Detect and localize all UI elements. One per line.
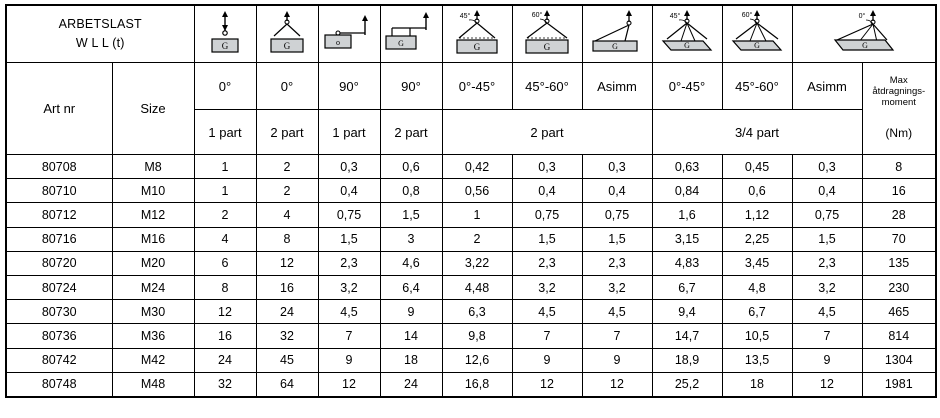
header-angle-3: 90°: [318, 63, 380, 110]
table-row: [6, 324, 936, 348]
cell-value: 1,5: [380, 203, 442, 227]
cell-value: 13,5: [722, 348, 792, 372]
svg-text:45°: 45°: [459, 13, 471, 20]
cell-value: 9,4: [652, 300, 722, 324]
cell-value: 2,25: [722, 227, 792, 251]
cell-value: 12: [512, 372, 582, 397]
cell-value: 2: [194, 203, 256, 227]
four-leg-60-degree-sling-icon: [723, 7, 792, 61]
cell-value: 8: [256, 227, 318, 251]
cell-moment: 16: [862, 179, 936, 203]
cell-value: 3,22: [442, 251, 512, 275]
cell-value: 3,2: [792, 275, 862, 299]
max-moment-unit: (Nm): [885, 125, 913, 140]
svg-text:o: o: [336, 38, 340, 47]
two-leg-45-degree-sling-icon: [443, 7, 512, 61]
cell-value: 14: [380, 324, 442, 348]
cell-value: 6,7: [652, 275, 722, 299]
cell-value: 3,2: [512, 275, 582, 299]
cell-value: 4: [256, 203, 318, 227]
cell-art-nr: 80724: [6, 275, 112, 299]
svg-text:45°: 45°: [669, 13, 681, 20]
cell-art-nr: 80712: [6, 203, 112, 227]
svg-text:G: G: [612, 42, 618, 51]
cell-value: 0,42: [442, 155, 512, 179]
cell-value: 3,15: [652, 227, 722, 251]
cell-value: 16,8: [442, 372, 512, 397]
cell-value: 9: [380, 300, 442, 324]
header-angle-4: 90°: [380, 63, 442, 110]
header-part-group-34: 3/4 part: [652, 110, 862, 155]
cell-value: 0,4: [792, 179, 862, 203]
cell-value: 1,5: [512, 227, 582, 251]
working-load-limit-table: [5, 4, 937, 398]
cell-value: 7: [318, 324, 380, 348]
cell-value: 10,5: [722, 324, 792, 348]
header-size: Size: [112, 63, 194, 155]
cell-value: 4,5: [582, 300, 652, 324]
svg-text:G: G: [543, 42, 551, 52]
header-max-tightening-moment: [862, 63, 936, 155]
cell-value: 1,6: [652, 203, 722, 227]
icon-cell-5: [442, 5, 512, 63]
four-leg-asymmetric-sling-icon: [793, 7, 936, 61]
cell-art-nr: 80730: [6, 300, 112, 324]
title-line-2: W L L (t): [75, 36, 125, 50]
cell-value: 0,6: [722, 179, 792, 203]
cell-value: 1: [442, 203, 512, 227]
cell-value: 3,2: [318, 275, 380, 299]
header-part-2: 2 part: [256, 110, 318, 155]
header-part-4: 2 part: [380, 110, 442, 155]
cell-value: 12,6: [442, 348, 512, 372]
cell-size: M10: [112, 179, 194, 203]
icon-cell-1: [194, 5, 256, 63]
header-part-group-2: 2 part: [442, 110, 652, 155]
cell-value: 32: [194, 372, 256, 397]
cell-value: 18,9: [652, 348, 722, 372]
cell-value: 18: [380, 348, 442, 372]
cell-size: M8: [112, 155, 194, 179]
cell-art-nr: 80742: [6, 348, 112, 372]
cell-value: 9: [512, 348, 582, 372]
icon-cell-8: [652, 5, 722, 63]
cell-value: 4,5: [792, 300, 862, 324]
icon-cell-6: [512, 5, 582, 63]
cell-value: 2,3: [582, 251, 652, 275]
cell-value: 6,4: [380, 275, 442, 299]
max-moment-line-3: moment: [881, 97, 916, 109]
icon-cell-2: [256, 5, 318, 63]
angle-header-row: [6, 63, 936, 110]
svg-text:60°: 60°: [741, 12, 753, 19]
cell-value: 0,3: [318, 155, 380, 179]
cell-value: 3: [380, 227, 442, 251]
cell-value: 6,7: [722, 300, 792, 324]
cell-value: 4,6: [380, 251, 442, 275]
cell-value: 0,75: [318, 203, 380, 227]
cell-value: 0,75: [582, 203, 652, 227]
cell-size: M12: [112, 203, 194, 227]
cell-art-nr: 80720: [6, 251, 112, 275]
svg-text:G: G: [398, 39, 404, 48]
svg-text:G: G: [754, 41, 760, 50]
cell-value: 0,6: [380, 155, 442, 179]
svg-text:G: G: [684, 41, 690, 50]
cell-value: 4: [194, 227, 256, 251]
svg-text:0°: 0°: [858, 13, 866, 20]
cell-size: M24: [112, 275, 194, 299]
cell-art-nr: 80748: [6, 372, 112, 397]
cell-value: 0,75: [792, 203, 862, 227]
cell-value: 0,63: [652, 155, 722, 179]
cell-value: 2,3: [318, 251, 380, 275]
cell-value: 64: [256, 372, 318, 397]
cell-value: 9: [792, 348, 862, 372]
header-art-nr: Art nr: [6, 63, 112, 155]
cell-moment: 814: [862, 324, 936, 348]
cell-value: 4,83: [652, 251, 722, 275]
cell-value: 4,48: [442, 275, 512, 299]
cell-value: 12: [194, 300, 256, 324]
cell-art-nr: 80736: [6, 324, 112, 348]
header-angle-6: 45°-60°: [512, 63, 582, 110]
two-leg-horizontal-pull-icon: [381, 7, 442, 61]
table-row: [6, 179, 936, 203]
cell-value: 12: [792, 372, 862, 397]
cell-moment: 1981: [862, 372, 936, 397]
svg-text:G: G: [283, 41, 291, 51]
cell-value: 9: [318, 348, 380, 372]
cell-value: 1,5: [582, 227, 652, 251]
cell-value: 0,3: [582, 155, 652, 179]
cell-value: 0,84: [652, 179, 722, 203]
cell-value: 7: [582, 324, 652, 348]
cell-value: 0,3: [792, 155, 862, 179]
cell-size: M30: [112, 300, 194, 324]
cell-value: 12: [256, 251, 318, 275]
table-row: [6, 203, 936, 227]
header-angle-1: 0°: [194, 63, 256, 110]
cell-value: 9: [582, 348, 652, 372]
cell-value: 3,45: [722, 251, 792, 275]
svg-text:60°: 60°: [531, 12, 543, 19]
two-leg-60-degree-sling-icon: [513, 7, 582, 61]
cell-value: 0,75: [512, 203, 582, 227]
cell-moment: 1304: [862, 348, 936, 372]
cell-art-nr: 80710: [6, 179, 112, 203]
cell-value: 7: [792, 324, 862, 348]
table-row: [6, 372, 936, 397]
header-angle-8: 0°-45°: [652, 63, 722, 110]
cell-size: M20: [112, 251, 194, 275]
cell-value: 9,8: [442, 324, 512, 348]
header-angle-7: Asimm: [582, 63, 652, 110]
cell-value: 16: [194, 324, 256, 348]
cell-value: 3,2: [582, 275, 652, 299]
cell-value: 18: [722, 372, 792, 397]
cell-value: 45: [256, 348, 318, 372]
cell-value: 12: [318, 372, 380, 397]
single-leg-vertical-lift-icon: [195, 7, 256, 61]
cell-value: 24: [194, 348, 256, 372]
header-part-1: 1 part: [194, 110, 256, 155]
cell-value: 0,4: [318, 179, 380, 203]
cell-value: 14,7: [652, 324, 722, 348]
header-angle-2: 0°: [256, 63, 318, 110]
two-leg-asymmetric-sling-icon: [583, 7, 652, 61]
cell-value: 1,5: [318, 227, 380, 251]
header-angle-5: 0°-45°: [442, 63, 512, 110]
cell-value: 7: [512, 324, 582, 348]
icon-cell-9: [722, 5, 792, 63]
cell-value: 2: [442, 227, 512, 251]
cell-value: 4,5: [512, 300, 582, 324]
cell-value: 32: [256, 324, 318, 348]
icon-cell-4: [380, 5, 442, 63]
cell-size: M48: [112, 372, 194, 397]
table-row: [6, 300, 936, 324]
header-angle-10: Asimm: [792, 63, 862, 110]
svg-text:G: G: [221, 41, 229, 51]
table-row: [6, 251, 936, 275]
cell-value: 2,3: [512, 251, 582, 275]
cell-size: M42: [112, 348, 194, 372]
max-moment-line-2: åtdragnings-: [872, 86, 926, 98]
cell-value: 0,45: [722, 155, 792, 179]
header-part-3: 1 part: [318, 110, 380, 155]
header-angle-9: 45°-60°: [722, 63, 792, 110]
max-moment-line-1: Max: [889, 75, 908, 87]
cell-value: 4,8: [722, 275, 792, 299]
table-title: [6, 5, 194, 63]
cell-value: 1,5: [792, 227, 862, 251]
four-leg-45-degree-sling-icon: [653, 7, 722, 61]
icon-cell-7: [582, 5, 652, 63]
cell-value: 1: [194, 155, 256, 179]
cell-moment: 70: [862, 227, 936, 251]
cell-art-nr: 80708: [6, 155, 112, 179]
cell-moment: 135: [862, 251, 936, 275]
cell-value: 2: [256, 155, 318, 179]
cell-value: 6,3: [442, 300, 512, 324]
cell-value: 0,8: [380, 179, 442, 203]
cell-value: 24: [380, 372, 442, 397]
cell-size: M16: [112, 227, 194, 251]
cell-art-nr: 80716: [6, 227, 112, 251]
cell-moment: 28: [862, 203, 936, 227]
cell-value: 2: [256, 179, 318, 203]
cell-value: 4,5: [318, 300, 380, 324]
svg-text:G: G: [861, 41, 868, 50]
cell-value: 12: [582, 372, 652, 397]
table-row: [6, 227, 936, 251]
wll-table-sheet: [0, 4, 940, 418]
icon-header-row: [6, 5, 936, 63]
table-row: [6, 348, 936, 372]
cell-value: 0,4: [512, 179, 582, 203]
cell-value: 1,12: [722, 203, 792, 227]
single-leg-horizontal-pull-icon: [319, 7, 380, 61]
cell-value: 0,56: [442, 179, 512, 203]
cell-moment: 230: [862, 275, 936, 299]
table-row: [6, 155, 936, 179]
icon-cell-3: [318, 5, 380, 63]
two-leg-vertical-lift-icon: [257, 7, 318, 61]
cell-size: M36: [112, 324, 194, 348]
table-row: [6, 275, 936, 299]
cell-value: 24: [256, 300, 318, 324]
cell-value: 8: [194, 275, 256, 299]
cell-value: 16: [256, 275, 318, 299]
cell-value: 0,3: [512, 155, 582, 179]
cell-moment: 8: [862, 155, 936, 179]
cell-moment: 465: [862, 300, 936, 324]
cell-value: 6: [194, 251, 256, 275]
icon-cell-10: [792, 5, 936, 63]
svg-text:G: G: [473, 42, 481, 52]
cell-value: 2,3: [792, 251, 862, 275]
cell-value: 1: [194, 179, 256, 203]
title-line-1: ARBETSLAST: [58, 16, 142, 31]
cell-value: 25,2: [652, 372, 722, 397]
cell-value: 0,4: [582, 179, 652, 203]
